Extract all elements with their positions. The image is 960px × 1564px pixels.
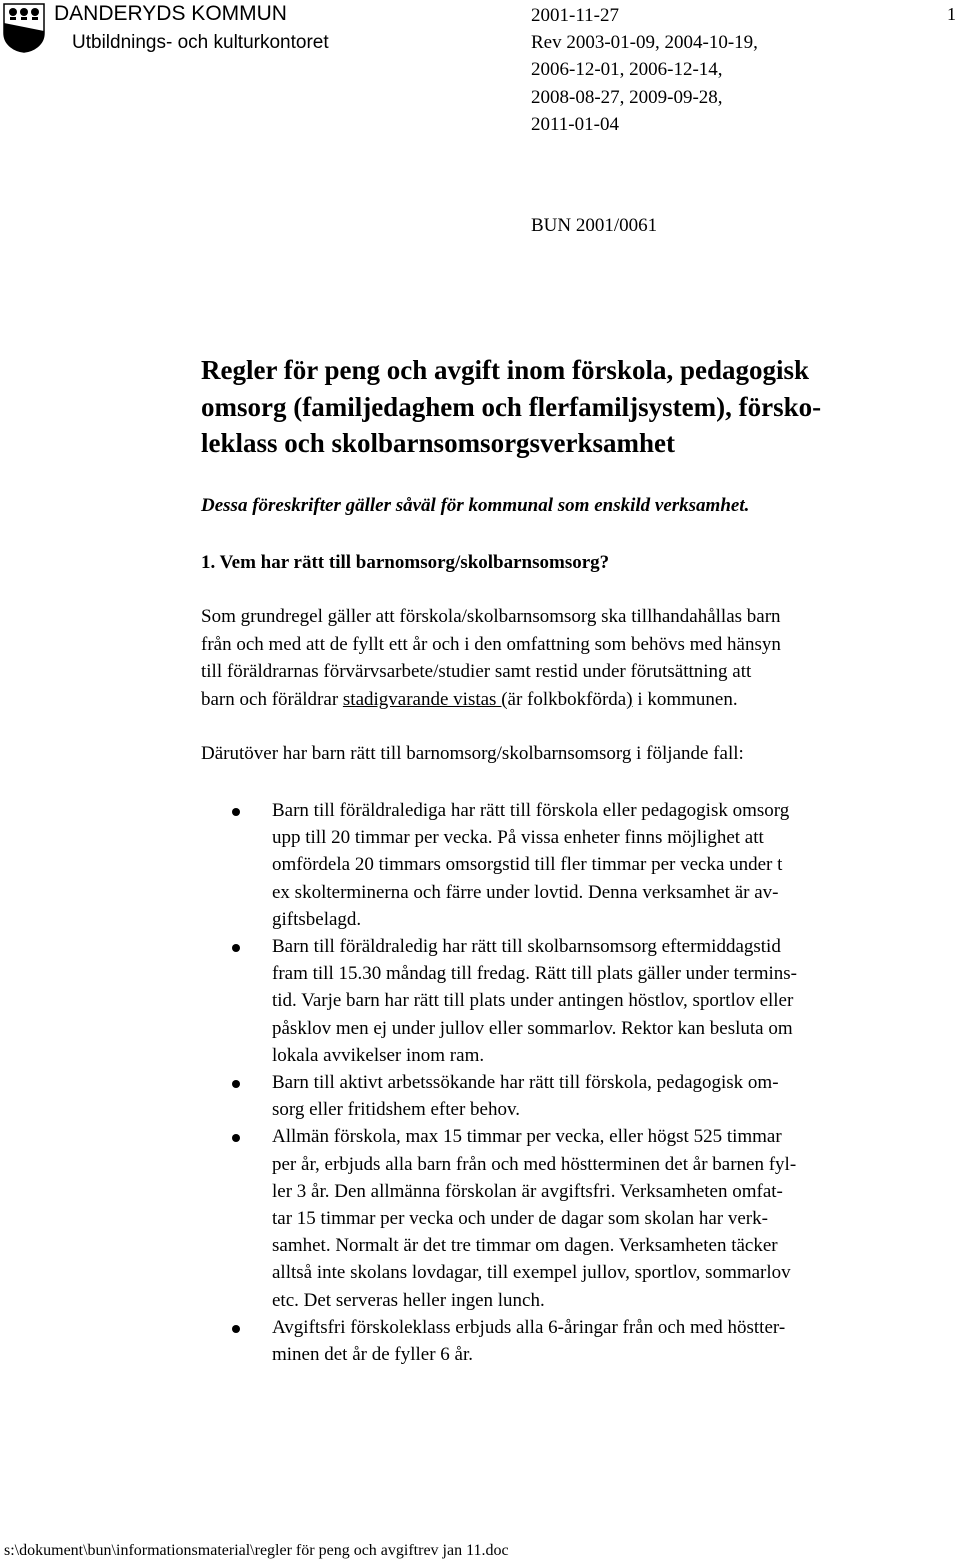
title-line: Regler för peng och avgift inom förskola, pedagogisk [201, 355, 810, 385]
list-item-line: tid. Varje barn har rätt till plats under antingen höstlov, sportlov eller [272, 990, 794, 1012]
reference-number: BUN 2001/0061 [531, 215, 658, 236]
list-item-line: Barn till föräldraledig har rätt till skolbarnsomsorg eftermiddagstid [272, 936, 781, 958]
date-line: 2008-08-27, 2009-09-28, [531, 86, 723, 108]
section-heading: 1. Vem har rätt till barnomsorg/skolbarnsomsorg? [201, 552, 610, 573]
file-path-footer: s:\dokument\bun\informationsmaterial\regler för peng och avgiftrev jan 11.doc [4, 1542, 509, 1559]
list-item-line: Barn till aktivt arbetssökande har rätt till förskola, pedagogisk om- [272, 1072, 779, 1094]
list-item-line: ler 3 år. Den allmänna förskolan är avgiftsfri. Verksamheten omfat- [272, 1180, 783, 1202]
date-line: 2006-12-01, 2006-12-14, [531, 59, 723, 81]
text-run: i kommunen. [632, 688, 738, 710]
list-item-line: sorg eller fritidshem efter behov. [272, 1099, 520, 1121]
organization-name: DANDERYDS KOMMUN [54, 2, 287, 25]
document-subtitle: Dessa föreskrifter gäller såväl för kommunal som enskild verksamhet. [201, 495, 750, 516]
bullet-icon [232, 808, 240, 816]
paragraph-line: Som grundregel gäller att förskola/skolbarnsomsorg ska tillhandahållas barn [201, 606, 781, 627]
list-item-line: minen det år de fyller 6 år. [272, 1344, 474, 1366]
page-number: 1 [947, 4, 956, 24]
list-item-line: fram till 15.30 måndag till fredag. Rätt till plats gäller under termins- [272, 963, 798, 985]
document-title [201, 352, 941, 462]
list-item-line: Avgiftsfri förskoleklass erbjuds alla 6-åringar från och med höstter- [272, 1316, 786, 1338]
date-line: 2001-11-27 [531, 5, 619, 26]
list-item-line: omfördela 20 timmars omsorgstid till fler timmar per vecka under t [272, 854, 783, 876]
paragraph: Därutöver har barn rätt till barnomsorg/skolbarnsomsorg i följande fall: [201, 743, 744, 764]
bullet-list [232, 797, 942, 1368]
title-line: leklass och skolbarnsomsorgsverksamhet [201, 428, 676, 458]
underlined-text: stadigvarande vistas ( [342, 688, 508, 710]
list-item [232, 1069, 942, 1123]
bullet-icon [232, 1325, 240, 1333]
list-item [232, 1123, 942, 1313]
paragraph-line [201, 686, 936, 714]
paragraph-line: till föräldrarnas förvärvsarbete/studier samt restid under förutsättning att [201, 661, 752, 683]
list-item-line: ex skolterminerna och färre under lovtid. Denna verksamhet är av- [272, 881, 779, 903]
underlined-text: ) [626, 688, 633, 710]
list-item-line: Barn till föräldralediga har rätt till förskola eller pedagogisk omsorg [272, 800, 790, 821]
list-item-line: alltså inte skolans lovdagar, till exempel jullov, sportlov, sommarlov [272, 1262, 791, 1284]
list-item-line: tar 15 timmar per vecka och under de dagar som skolan har verk- [272, 1208, 768, 1230]
date-line: Rev 2003-01-09, 2004-10-19, [531, 32, 758, 54]
list-item [232, 933, 942, 1069]
paragraph-line: från och med att de fyllt ett år och i den omfattning som behövs med hänsyn [201, 633, 781, 655]
list-item-line: påsklov men ej under jullov eller sommarlov. Rektor kan besluta om [272, 1017, 793, 1039]
paragraph [201, 603, 936, 713]
list-item-line: samhet. Normalt är det tre timmar om dagen. Verksamheten täcker [272, 1235, 778, 1257]
list-item-line: upp till 20 timmar per vecka. På vissa enheter finns möjlighet att [272, 827, 764, 849]
document-dates [531, 2, 758, 138]
bullet-icon [232, 1080, 240, 1088]
list-item-line: giftsbelagd. [272, 908, 362, 930]
bullet-icon [232, 1134, 240, 1142]
date-line: 2011-01-04 [531, 113, 619, 135]
department-name: Utbildnings- och kulturkontoret [72, 32, 329, 53]
list-item [232, 1314, 942, 1368]
list-item-line: Allmän förskola, max 15 timmar per vecka, eller högst 525 timmar [272, 1126, 782, 1148]
list-item-line: per år, erbjuds alla barn från och med höstterminen det år barnen fyl- [272, 1153, 797, 1175]
text-run: är folkbokförda [507, 688, 627, 710]
text-run: barn och föräldrar [201, 688, 343, 710]
list-item-line: lokala avvikelser inom ram. [272, 1044, 485, 1066]
bullet-icon [232, 944, 240, 952]
list-item-line: etc. Det serveras heller ingen lunch. [272, 1289, 545, 1311]
list-item [232, 797, 942, 933]
municipal-coat-of-arms-logo [3, 3, 45, 53]
title-line: omsorg (familjedaghem och flerfamiljsystem), försko- [201, 391, 822, 422]
